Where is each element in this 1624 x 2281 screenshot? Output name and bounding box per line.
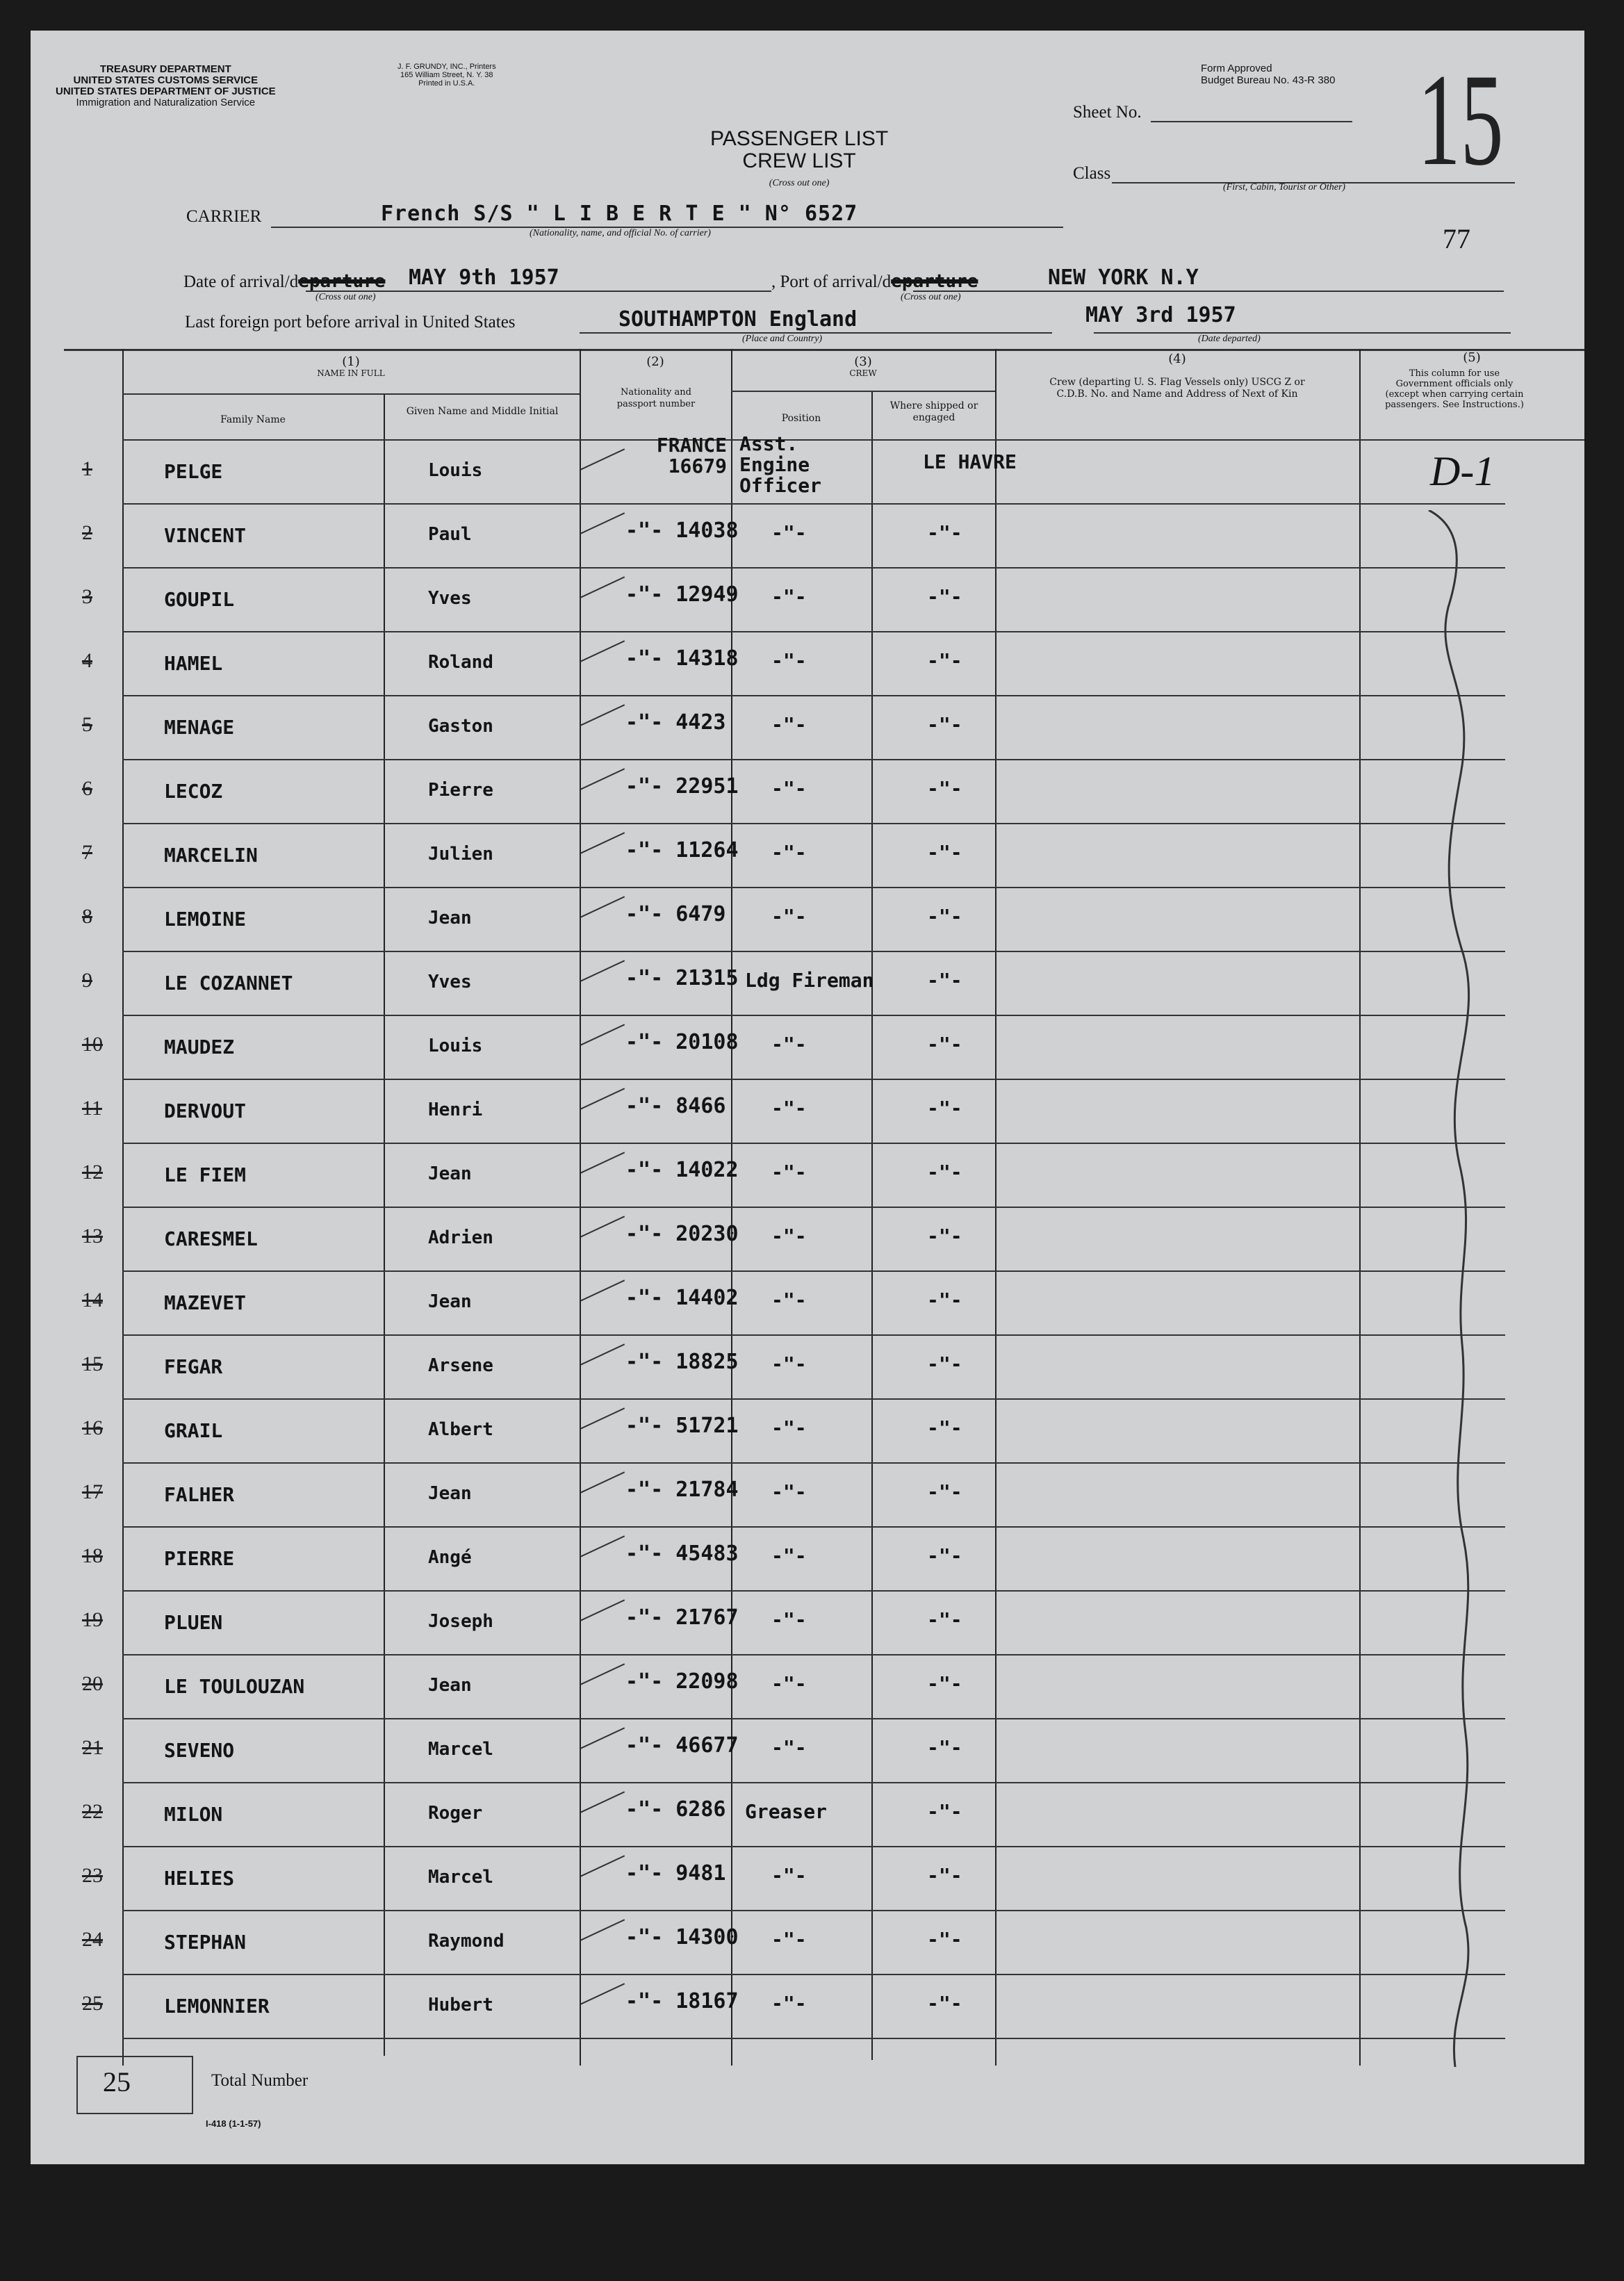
agency-line-3: UNITED STATES DEPARTMENT OF JUSTICE	[56, 85, 276, 97]
nationality: -"- 18825	[625, 1350, 739, 1374]
check-mark	[580, 896, 625, 917]
check-mark	[580, 1216, 625, 1237]
position: -"-	[771, 1864, 807, 1887]
row-number: 12	[82, 1161, 103, 1184]
family-name: VINCENT	[164, 524, 247, 547]
shipped: -"-	[927, 969, 962, 992]
table-row	[31, 1143, 1584, 1207]
name-subheader-line	[122, 393, 580, 395]
table-row	[31, 1207, 1584, 1270]
position: -"-	[771, 1289, 807, 1311]
family-name: MARCELIN	[164, 844, 258, 867]
family-name: MAUDEZ	[164, 1036, 235, 1058]
nationality: -"- 22098	[625, 1669, 739, 1694]
shipped: -"-	[927, 777, 962, 800]
check-mark	[580, 704, 625, 726]
table-row	[31, 1910, 1584, 1974]
shipped: -"-	[927, 1608, 962, 1631]
form-approved-block	[1201, 63, 1335, 86]
port-line	[913, 291, 1504, 292]
table-row	[31, 1015, 1584, 1079]
row-divider-right	[1359, 2038, 1505, 2039]
table-row	[31, 567, 1584, 631]
given-name: Paul	[428, 524, 472, 545]
printer-block	[397, 63, 496, 88]
nationality: -"- 8466	[625, 1094, 726, 1118]
row-number: 8	[82, 905, 92, 928]
position: -"-	[771, 1928, 807, 1951]
given-name: Arsene	[428, 1355, 493, 1376]
shipped: -"-	[927, 1161, 962, 1184]
position: -"-	[771, 1352, 807, 1375]
row-number: 24	[82, 1928, 103, 1951]
position: -"-	[771, 713, 807, 736]
position: Ldg Fireman	[745, 969, 874, 992]
given-name: Jean	[428, 1483, 472, 1504]
family-name: CARESMEL	[164, 1227, 258, 1250]
row-number: 17	[82, 1480, 103, 1503]
table-row	[31, 1846, 1584, 1910]
position: -"-	[771, 1033, 807, 1056]
shipped: LE HAVRE	[923, 450, 1017, 473]
position: -"-	[771, 1992, 807, 2015]
foreign-port-note: (Place and Country)	[742, 334, 823, 344]
class-note: (First, Cabin, Tourist or Other)	[1223, 182, 1346, 193]
check-mark	[580, 1599, 625, 1621]
table-row	[31, 695, 1584, 759]
side-number: 77	[1443, 223, 1470, 254]
family-name: HAMEL	[164, 652, 223, 675]
row-number: 14	[82, 1289, 103, 1311]
printer-line-1: J. F. GRUNDY, INC., Printers	[397, 63, 496, 71]
check-mark	[580, 1791, 625, 1813]
position: -"-	[771, 585, 807, 608]
table-row	[31, 759, 1584, 823]
shipped: -"-	[927, 1225, 962, 1248]
given-name: Roland	[428, 652, 493, 673]
given-name: Hubert	[428, 1995, 493, 2016]
family-name: MAZEVET	[164, 1291, 247, 1314]
arrival-date-label-text: Date of arrival/d	[183, 272, 299, 291]
arrival-date-label	[183, 271, 385, 292]
nationality: FRANCE 16679	[656, 434, 727, 477]
nationality: -"- 14318	[625, 646, 739, 671]
arrival-date-value: MAY 9th 1957	[409, 265, 559, 290]
row-number: 23	[82, 1864, 103, 1887]
shipped: -"-	[927, 1864, 962, 1887]
shipped: -"-	[927, 841, 962, 864]
col5-num: (5)	[1463, 350, 1481, 365]
given-name: Louis	[428, 1036, 483, 1056]
row-number: 19	[82, 1608, 103, 1631]
col3a-head: Position	[781, 413, 821, 424]
check-mark	[580, 576, 625, 598]
row-number: 7	[82, 841, 92, 864]
position: -"-	[771, 649, 807, 672]
table-row	[31, 1079, 1584, 1143]
col4-head: Crew (departing U. S. Flag Vessels only) USCG Z or C.D.B. No. and Name and Address of Next of Kin	[1049, 377, 1305, 400]
nationality: -"- 14402	[625, 1286, 739, 1310]
col2-num: (2)	[646, 354, 664, 369]
row-number: 20	[82, 1672, 103, 1695]
nationality: -"- 22951	[625, 774, 739, 799]
given-name: Albert	[428, 1419, 493, 1440]
form-code: I-418 (1-1-57)	[206, 2118, 261, 2129]
total-box	[76, 2056, 193, 2114]
sheet-label: Sheet No.	[1073, 103, 1142, 122]
total-label: Total Number	[211, 2071, 309, 2090]
position: -"-	[771, 1225, 807, 1248]
title-block	[710, 128, 888, 195]
position: -"-	[771, 1097, 807, 1120]
given-name: Yves	[428, 588, 472, 609]
position: -"-	[771, 1480, 807, 1503]
check-mark	[580, 1919, 625, 1940]
carrier-value: French S/S " L I B E R T E " N° 6527	[381, 202, 858, 226]
table-row	[31, 503, 1584, 567]
nationality: -"- 21767	[625, 1605, 739, 1630]
check-mark	[580, 832, 625, 853]
col1a-head: Family Name	[220, 414, 286, 425]
family-name: LE TOULOUZAN	[164, 1675, 305, 1698]
shipped: -"-	[927, 1928, 962, 1951]
given-name: Angé	[428, 1547, 472, 1568]
family-name: FALHER	[164, 1483, 235, 1506]
check-mark	[580, 1471, 625, 1493]
check-mark	[580, 1855, 625, 1877]
given-name: Raymond	[428, 1931, 505, 1952]
table-row	[31, 1526, 1584, 1590]
given-name: Marcel	[428, 1739, 493, 1760]
shipped: -"-	[927, 1800, 962, 1823]
nationality: -"- 12949	[625, 582, 739, 607]
departed-line	[1094, 332, 1511, 334]
family-name: FEGAR	[164, 1355, 223, 1378]
printer-line-3: Printed in U.S.A.	[418, 79, 475, 88]
given-name: Julien	[428, 844, 493, 865]
sheet-number: 15	[1418, 47, 1504, 193]
table-row	[31, 1590, 1584, 1654]
port-struck: eparture	[891, 271, 978, 292]
position: -"-	[771, 1544, 807, 1567]
col3-num: (3)	[854, 354, 872, 369]
family-name: PIERRE	[164, 1547, 235, 1570]
nationality: -"- 51721	[625, 1414, 739, 1438]
shipped: -"-	[927, 1097, 962, 1120]
row-number: 4	[82, 649, 92, 672]
agency-line-4: Immigration and Naturalization Service	[76, 97, 256, 108]
table-row	[31, 823, 1584, 887]
port-note: (Cross out one)	[901, 292, 961, 302]
agency-block	[56, 64, 276, 108]
given-name: Louis	[428, 460, 483, 481]
port-value: NEW YORK N.Y	[1048, 265, 1199, 290]
shipped: -"-	[927, 1416, 962, 1439]
row-number: 15	[82, 1352, 103, 1375]
shipped: -"-	[927, 1352, 962, 1375]
check-mark	[580, 1024, 625, 1045]
check-mark	[580, 1280, 625, 1301]
given-name: Jean	[428, 908, 472, 929]
col2-head: Nationality and passport number	[616, 387, 696, 409]
check-mark	[580, 960, 625, 981]
shipped: -"-	[927, 649, 962, 672]
col3-head	[731, 356, 995, 379]
given-name: Joseph	[428, 1611, 493, 1632]
table-row	[31, 1462, 1584, 1526]
nationality: -"- 9481	[625, 1861, 726, 1886]
shipped: -"-	[927, 521, 962, 544]
row-number: 25	[82, 1992, 103, 2015]
table-row	[31, 1718, 1584, 1782]
col3b-head: Where shipped or engaged	[889, 400, 978, 423]
given-name: Jean	[428, 1291, 472, 1312]
nationality: -"- 14038	[625, 518, 739, 543]
nationality: -"- 45483	[625, 1542, 739, 1566]
shipped: -"-	[927, 1672, 962, 1695]
arrival-date-note: (Cross out one)	[315, 292, 376, 302]
given-name: Henri	[428, 1099, 483, 1120]
table-row	[31, 1782, 1584, 1846]
nationality: -"- 6286	[625, 1797, 726, 1822]
given-name: Marcel	[428, 1867, 493, 1888]
port-label	[771, 271, 978, 292]
title-cross-note: (Cross out one)	[769, 178, 830, 188]
table-row	[31, 1974, 1584, 2038]
nationality: -"- 18167	[625, 1989, 739, 2013]
check-mark	[580, 1727, 625, 1749]
table-row	[31, 1654, 1584, 1718]
budget-bureau: Budget Bureau No. 43-R 380	[1201, 74, 1336, 86]
shipped: -"-	[927, 1544, 962, 1567]
carrier-label: CARRIER	[186, 207, 262, 226]
check-mark	[580, 512, 625, 534]
row-number: 13	[82, 1225, 103, 1248]
table-row	[31, 887, 1584, 951]
family-name: LEMONNIER	[164, 1995, 270, 2018]
table-top-line	[64, 349, 1584, 351]
shipped: -"-	[927, 905, 962, 928]
shipped: -"-	[927, 585, 962, 608]
row-number: 6	[82, 777, 92, 800]
check-mark	[580, 1088, 625, 1109]
shipped: -"-	[927, 1033, 962, 1056]
printer-line-2: 165 William Street, N. Y. 38	[400, 71, 493, 79]
title-passenger-list: PASSENGER LIST	[710, 127, 889, 150]
family-name: MILON	[164, 1803, 223, 1826]
col3-title: CREW	[849, 368, 877, 378]
table-row	[31, 432, 1584, 503]
col4-num: (4)	[1168, 352, 1186, 366]
foreign-port-value: SOUTHAMPTON England	[618, 307, 858, 332]
nationality: -"- 21784	[625, 1478, 739, 1502]
given-name: Jean	[428, 1163, 472, 1184]
row-number: 5	[82, 713, 92, 736]
col1-head	[122, 356, 580, 379]
check-mark	[580, 1535, 625, 1557]
sheet-line	[1151, 121, 1352, 122]
family-name: STEPHAN	[164, 1931, 247, 1954]
port-label-text: , Port of arrival/d	[771, 272, 892, 291]
nationality: -"- 4423	[625, 710, 726, 735]
family-name: LECOZ	[164, 780, 223, 803]
col1-title: NAME IN FULL	[317, 368, 385, 378]
departed-note: (Date departed)	[1198, 334, 1261, 344]
nationality: -"- 20230	[625, 1222, 739, 1246]
form-approved: Form Approved	[1201, 63, 1272, 74]
check-mark	[580, 768, 625, 790]
row-number: 18	[82, 1544, 103, 1567]
shipped: -"-	[927, 1736, 962, 1759]
shipped: -"-	[927, 1289, 962, 1311]
foreign-port-label: Last foreign port before arrival in United States	[185, 313, 516, 332]
nationality: -"- 14022	[625, 1158, 739, 1182]
table-row	[31, 1270, 1584, 1334]
position: -"-	[771, 841, 807, 864]
check-mark	[580, 1663, 625, 1685]
given-name: Gaston	[428, 716, 493, 737]
row-number: 9	[82, 969, 92, 992]
row-number: 10	[82, 1033, 103, 1056]
check-mark	[580, 1407, 625, 1429]
family-name: HELIES	[164, 1867, 235, 1890]
row-number: 2	[82, 521, 92, 544]
crew-list-sheet	[31, 31, 1584, 2164]
agency-line-1: TREASURY DEPARTMENT	[99, 63, 231, 75]
nationality: -"- 6479	[625, 902, 726, 926]
check-mark	[580, 1983, 625, 2004]
position: -"-	[771, 1161, 807, 1184]
family-name: LEMOINE	[164, 908, 247, 931]
family-name: MENAGE	[164, 716, 235, 739]
family-name: GOUPIL	[164, 588, 235, 611]
crew-subheader-line	[731, 391, 995, 392]
col5-head: This column for use Government officials only (except when carrying certain passengers. See Instructions.)	[1385, 368, 1524, 410]
class-label: Class	[1073, 164, 1111, 183]
shipped: -"-	[927, 1992, 962, 2015]
check-mark	[580, 1343, 625, 1365]
given-name: Jean	[428, 1675, 472, 1696]
given-name: Yves	[428, 972, 472, 992]
nationality: -"- 14300	[625, 1925, 739, 1949]
row-number: 11	[82, 1097, 102, 1120]
family-name: DERVOUT	[164, 1099, 247, 1122]
check-mark	[580, 1152, 625, 1173]
table-row	[31, 1334, 1584, 1398]
nationality: -"- 21315	[625, 966, 739, 990]
row-number: 22	[82, 1800, 103, 1823]
family-name: LE FIEM	[164, 1163, 247, 1186]
shipped: -"-	[927, 713, 962, 736]
position: -"-	[771, 905, 807, 928]
family-name: SEVENO	[164, 1739, 235, 1762]
table-row	[31, 631, 1584, 695]
shipped: -"-	[927, 1480, 962, 1503]
table-row	[31, 1398, 1584, 1462]
col1-num: (1)	[342, 354, 360, 369]
table-row	[31, 951, 1584, 1015]
departed-value: MAY 3rd 1957	[1085, 303, 1236, 327]
position: -"-	[771, 521, 807, 544]
nationality: -"- 11264	[625, 838, 739, 862]
row-divider	[122, 2038, 1359, 2039]
official-mark: D-1	[1430, 448, 1495, 494]
arrival-date-struck: eparture	[298, 271, 386, 292]
col1b-head: Given Name and Middle Initial	[406, 406, 559, 417]
position: Asst. Engine Officer	[739, 432, 822, 497]
position: -"-	[771, 1736, 807, 1759]
given-name: Pierre	[428, 780, 493, 801]
family-name: PELGE	[164, 460, 223, 483]
position: -"-	[771, 1672, 807, 1695]
position: -"-	[771, 777, 807, 800]
check-mark	[580, 640, 625, 662]
position: Greaser	[745, 1800, 828, 1823]
row-number: 3	[82, 585, 92, 608]
nationality: -"- 46677	[625, 1733, 739, 1758]
title-crew-list: CREW LIST	[742, 149, 856, 172]
agency-line-2: UNITED STATES CUSTOMS SERVICE	[73, 74, 259, 86]
row-number: 21	[82, 1736, 103, 1759]
position: -"-	[771, 1416, 807, 1439]
total-value: 25	[103, 2066, 131, 2098]
carrier-note: (Nationality, name, and official No. of carrier)	[530, 228, 711, 238]
row-number: 16	[82, 1416, 103, 1439]
position: -"-	[771, 1608, 807, 1631]
family-name: LE COZANNET	[164, 972, 293, 995]
nationality: -"- 20108	[625, 1030, 739, 1054]
family-name: PLUEN	[164, 1611, 223, 1634]
given-name: Adrien	[428, 1227, 493, 1248]
family-name: GRAIL	[164, 1419, 223, 1442]
row-number: 1	[82, 457, 92, 480]
given-name: Roger	[428, 1803, 483, 1824]
